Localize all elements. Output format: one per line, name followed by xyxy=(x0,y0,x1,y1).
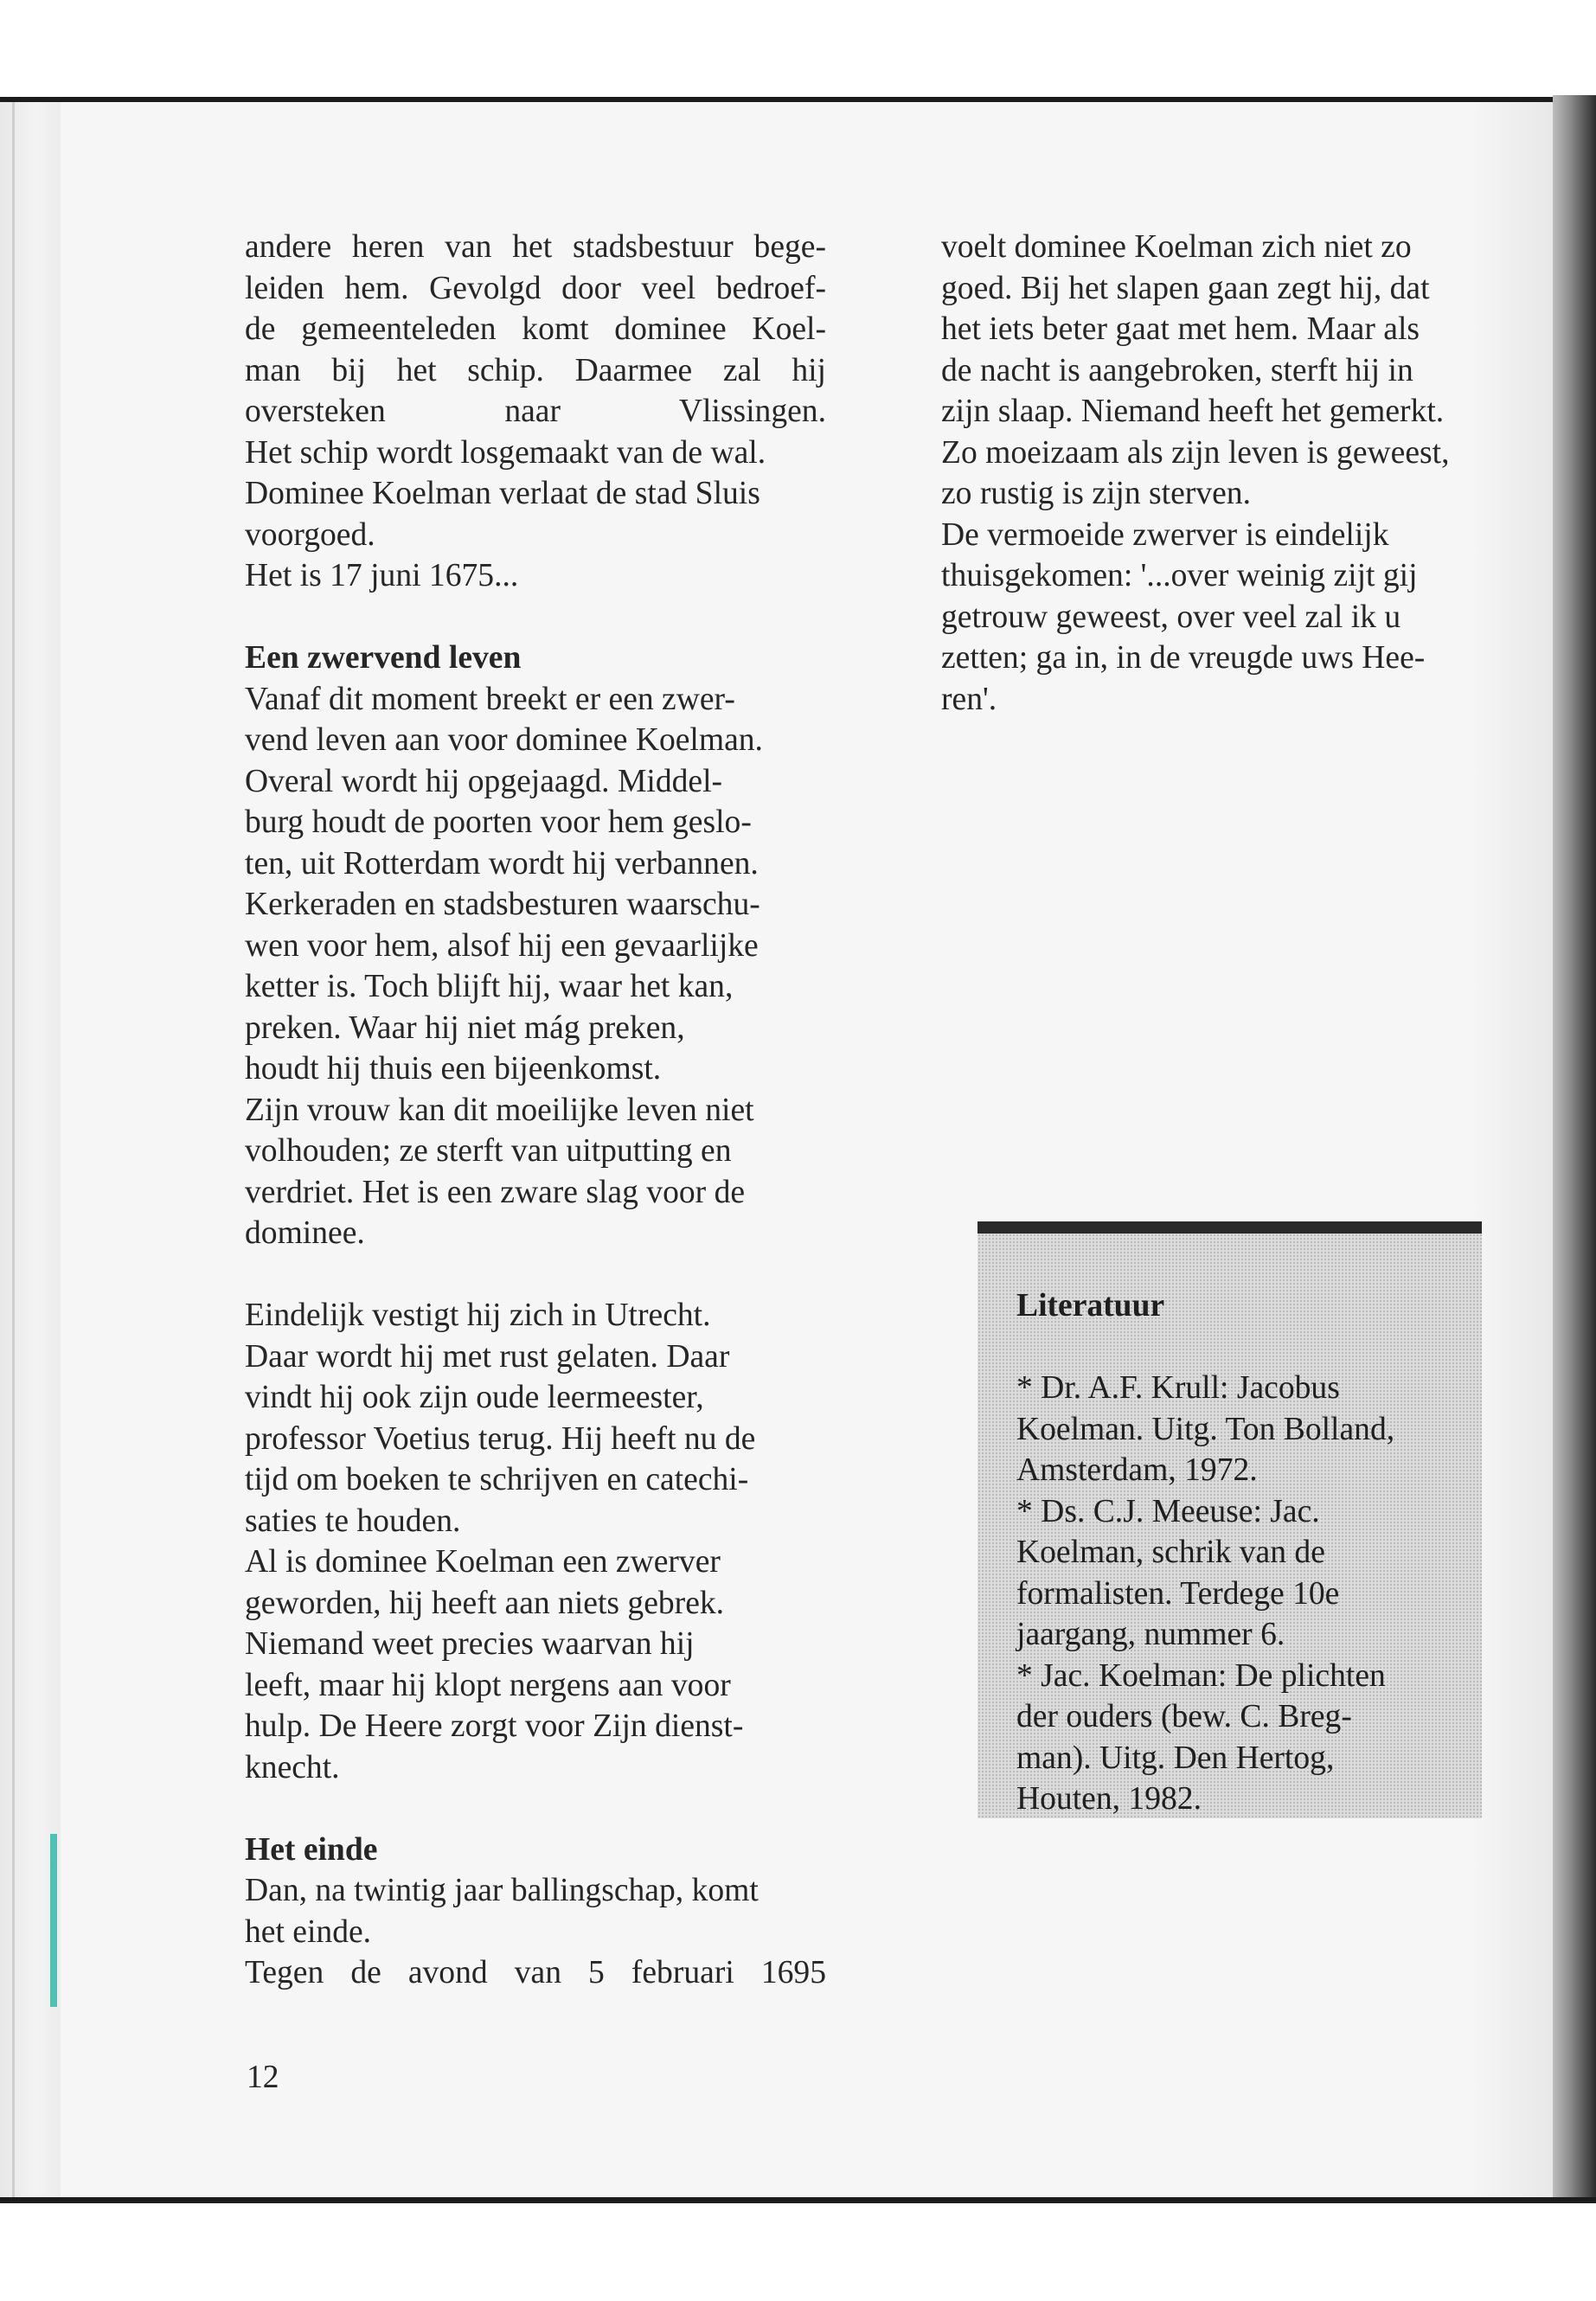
text-line: houdt hij thuis een bijeenkomst. xyxy=(245,1051,662,1086)
text-line: vindt hij ook zijn oude leermeester, xyxy=(245,1380,704,1415)
text-line: ketter is. Toch blijft hij, waar het kan, xyxy=(245,969,734,1004)
text-line: voorgoed. xyxy=(245,516,375,553)
spacer xyxy=(245,1254,826,1296)
paragraph xyxy=(941,515,1522,721)
text-line: Koelman. Uitg. Ton Bolland, xyxy=(1016,1411,1395,1447)
text-line: leiden hem. Gevolgd door veel bedroef- xyxy=(245,270,826,306)
paragraph xyxy=(245,473,826,555)
text-line: hulp. De Heere zorgt voor Zijn dienst- xyxy=(245,1708,744,1744)
text-line: zijn slaap. Niemand heeft het gemerkt. xyxy=(941,394,1445,429)
text-line: preken. Waar hij niet mág preken, xyxy=(245,1009,685,1046)
text-line: professor Voetius terug. Hij heeft nu de xyxy=(245,1420,756,1457)
text-line: Niemand weet precies waarvan hij xyxy=(245,1626,695,1662)
spacer xyxy=(245,597,826,638)
text-line: oversteken naar Vlissingen. xyxy=(245,394,826,429)
text-line: geworden, hij heeft aan niets gebrek. xyxy=(245,1585,725,1621)
page-number: 12 xyxy=(247,2060,279,2095)
text-line: Vanaf dit moment breekt er een zwer- xyxy=(245,681,735,717)
paragraph xyxy=(245,1090,826,1254)
paragraph: Het is 17 juni 1675... xyxy=(245,558,519,593)
spine-color-tab xyxy=(50,1834,57,2007)
text-line: man). Uitg. Den Hertog, xyxy=(1016,1740,1335,1776)
text-line: knecht. xyxy=(245,1749,340,1785)
text-line: Kerkeraden en stadsbesturen waarschu- xyxy=(245,887,760,922)
text-line: Dan, na twintig jaar ballingschap, komt xyxy=(245,1873,759,1908)
text-line: Eindelijk vestigt hij zich in Utrecht. xyxy=(245,1298,711,1333)
literature-item xyxy=(1016,1491,1445,1656)
paragraph xyxy=(245,884,826,1090)
text-line: burg houdt de poorten voor hem geslo- xyxy=(245,804,752,840)
text-line: ren'. xyxy=(941,681,997,717)
spine-edge-line xyxy=(12,102,15,2197)
text-line: leeft, maar hij klopt nergens aan voor xyxy=(245,1667,731,1703)
text-line: Amsterdam, 1972. xyxy=(1016,1452,1258,1488)
text-line: verdriet. Het is een zware slag voor de xyxy=(245,1174,746,1210)
text-line: * Jac. Koelman: De plichten xyxy=(1016,1657,1386,1694)
text-line: der ouders (bew. C. Breg- xyxy=(1016,1699,1352,1734)
text-line: * Dr. A.F. Krull: Jacobus xyxy=(1016,1370,1340,1406)
text-line: De vermoeide zwerver is eindelijk xyxy=(941,516,1389,553)
text-line: goed. Bij het slapen gaan zegt hij, dat xyxy=(941,270,1430,306)
text-line: * Ds. C.J. Meeuse: Jac. xyxy=(1016,1493,1320,1529)
text-line: andere heren van het stadsbestuur bege- xyxy=(245,229,826,265)
text-line: Zo moeizaam als zijn leven is geweest, xyxy=(941,434,1450,471)
literature-item xyxy=(1016,1656,1445,1820)
right-column xyxy=(941,227,1522,720)
text-line: vend leven aan voor dominee Koelman. xyxy=(245,722,763,758)
text-line: het iets beter gaat met hem. Maar als xyxy=(941,311,1420,347)
page-right-edge xyxy=(1553,95,1596,2197)
text-line: Zijn vrouw kan dit moeilijke leven niet xyxy=(245,1092,754,1128)
text-line: zo rustig is zijn sterven. xyxy=(941,476,1251,511)
literature-content xyxy=(1016,1285,1445,1820)
paragraph: Het schip wordt losgemaakt van de wal. xyxy=(245,434,766,471)
text-line: Overal wordt hij opgejaagd. Middel- xyxy=(245,763,723,799)
text-line: volhouden; ze sterft van uitputting en xyxy=(245,1133,732,1169)
text-line: man bij het schip. Daarmee zal hij xyxy=(245,352,826,388)
paragraph xyxy=(941,227,1522,515)
spacer xyxy=(245,1788,826,1830)
text-line: Koelman, schrik van de xyxy=(1016,1535,1325,1570)
section-heading-einde: Het einde xyxy=(245,1831,378,1868)
paragraph xyxy=(245,679,826,761)
text-line: het einde. xyxy=(245,1913,372,1950)
text-line: thuisgekomen: '...over weinig zijt gij xyxy=(941,558,1418,593)
text-line: dominee. xyxy=(245,1215,365,1251)
text-line: zetten; ga in, in de vreugde uws Hee- xyxy=(941,640,1426,676)
literature-box xyxy=(977,1221,1482,1818)
text-line: Dominee Koelman verlaat de stad Sluis xyxy=(245,476,760,511)
scan-top-margin xyxy=(0,0,1596,102)
text-line: de gemeenteleden komt dominee Koel- xyxy=(245,311,826,347)
text-line: Houten, 1982. xyxy=(1016,1781,1202,1817)
text-line: de nacht is aangebroken, sterft hij in xyxy=(941,352,1413,388)
text-line: jaargang, nummer 6. xyxy=(1016,1617,1285,1652)
text-line: voelt dominee Koelman zich niet zo xyxy=(941,229,1412,265)
section-heading-zwervend: Een zwervend leven xyxy=(245,640,522,676)
paragraph xyxy=(245,227,826,433)
paragraph xyxy=(245,1295,826,1541)
paragraph xyxy=(245,1870,826,1952)
literature-title: Literatuur xyxy=(1016,1288,1165,1324)
text-line: ten, uit Rotterdam wordt hij verbannen. xyxy=(245,845,759,881)
text-line: saties te houden. xyxy=(245,1503,461,1539)
literature-item xyxy=(1016,1368,1445,1491)
left-column xyxy=(245,227,826,1994)
paragraph xyxy=(245,761,826,885)
paragraph xyxy=(245,1541,826,1788)
text-line: formalisten. Terdege 10e xyxy=(1016,1575,1340,1612)
paragraph: Tegen de avond van 5 februari 1695 xyxy=(245,1955,826,1990)
text-line: tijd om boeken te schrijven en catechi- xyxy=(245,1462,749,1497)
text-line: Al is dominee Koelman een zwerver xyxy=(245,1544,721,1580)
scan-bottom-margin xyxy=(0,2197,1596,2301)
text-line: getrouw geweest, over veel zal ik u xyxy=(941,599,1401,635)
text-line: wen voor hem, alsof hij een gevaarlijke xyxy=(245,927,759,964)
text-line: Daar wordt hij met rust gelaten. Daar xyxy=(245,1338,730,1375)
